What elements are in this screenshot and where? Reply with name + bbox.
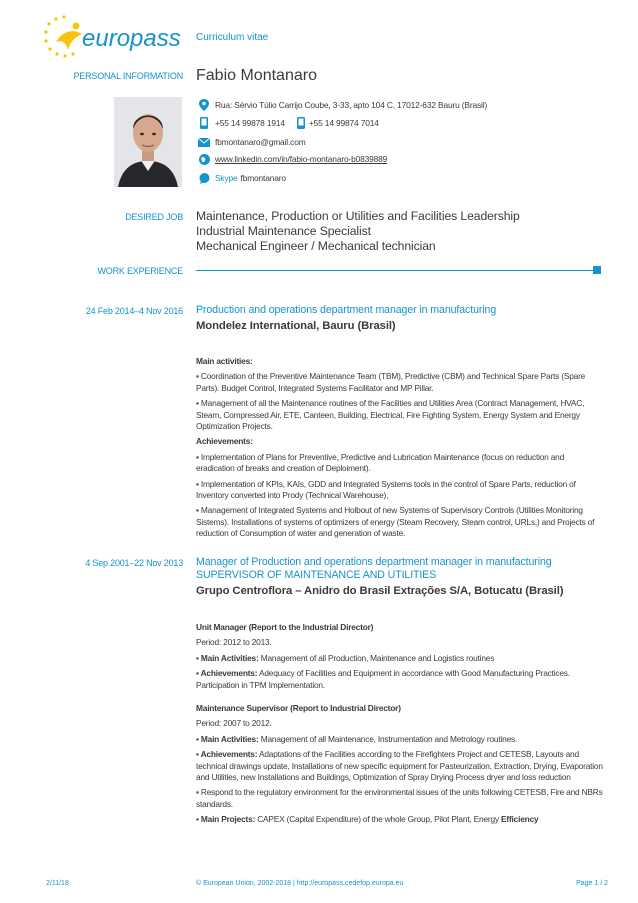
achievements-heading: Achievements:: [196, 436, 253, 447]
section-divider: [196, 270, 597, 271]
skype-label: Skype: [215, 173, 238, 183]
paragraph: ▪ Respond to the regulatory environment for the environmental issues of the units following CETESB, Fire and NBRs standards.: [196, 787, 603, 809]
job-description: [196, 356, 604, 544]
globe-icon: [198, 153, 210, 165]
inline-label: ▪ Achievements:: [196, 668, 258, 679]
employer-name: Grupo Centroflora – Anidro do Brasil Extrações S/A, Botucatu (Brasil): [196, 585, 564, 597]
chat-bubble-icon: [198, 172, 210, 184]
section-divider-marker: [593, 266, 601, 274]
cv-label: Curriculum vitae: [196, 32, 269, 43]
location-pin-icon: [198, 99, 210, 111]
envelope-icon: [198, 136, 210, 148]
job-title: [196, 556, 552, 581]
desired-job-line: Mechanical Engineer / Mechanical technician: [196, 239, 436, 253]
website-row: [198, 152, 387, 166]
paragraph: ▪ Management of Integrated Systems and Holbout of new Systems of Supervisory Controls (Utilities Monitoring Sistems). Installations of systems of optimizers of energy (Steam Recovery, Steam control, URLs,) and Projects of reduction of Consumption of water and generation of waste.: [196, 505, 595, 539]
phone-2[interactable]: +55 14 99874 7014: [308, 118, 379, 128]
website-link[interactable]: www.linkedin.com/in/fabio-montanaro-b0839889: [215, 154, 388, 164]
role-heading: Unit Manager (Report to the Industrial Director): [196, 622, 374, 632]
paragraph: ▪ Implementation of KPIs, KAIs, GDD and Integrated Systems tools in the control of Spare Parts, reduction of Inventory converted into Prody (Technical Warehouse),: [196, 478, 576, 501]
inline-text: Management of all Maintenance, Instrumentation and Metrology routines.: [258, 733, 518, 744]
job-dates: 24 Feb 2014–4 Nov 2016: [85, 306, 183, 316]
role-period: Period: 2007 to 2012.: [196, 718, 272, 729]
address-row: [198, 98, 487, 112]
mobile-icon: [295, 117, 307, 129]
paragraph: [196, 814, 604, 825]
section-label-work-experience: WORK EXPERIENCE: [97, 266, 183, 276]
inline-bold-text: Efficiency: [501, 814, 539, 825]
job-title-line: Manager of Production and operations department manager in manufacturing: [196, 556, 552, 568]
paragraph: ▪ Management of all the Maintenance routines of the Facilities and Utilities Area (Contract Management, HVAC, Steam, Compressed Air, ETE, Canteen, Building, Electrical, Fire Fighting System, Energy System and Energy Optimization Projects.: [196, 398, 585, 432]
email-row: [198, 135, 306, 149]
page-number: Page 1 / 2: [576, 880, 608, 887]
footer-copyright[interactable]: © European Union, 2002-2018 | http://europass.cedefop.europa.eu: [196, 880, 404, 887]
paragraph: [196, 734, 604, 745]
job-title-line: SUPERVISOR OF MAINTENANCE AND UTILITIES: [196, 568, 437, 581]
job-description: [196, 622, 604, 830]
role-heading: Maintenance Supervisor (Report to Industrial Director): [196, 703, 401, 714]
inline-text: Adaptations of the Facilities according to the Firefighters Project and CETESB, Layouts and technical drawings update, Installations of new specific equipment for Pasteurization, Extraction, Drying, Evaporation and Utilities, new Installations and Buildings, Optimization of Spray Drying Process dryer and loss reduction: [196, 749, 603, 783]
inline-label: ▪ Main Projects:: [196, 814, 256, 825]
skype-handle[interactable]: fbmontanaro: [240, 173, 286, 183]
address-text: Rua: Sérvio Túlio Carrijo Coube, 3-33, apto 104 C, 17012-632 Bauru (Brasil): [215, 100, 488, 110]
email-text[interactable]: fbmontanaro@gmail.com: [215, 137, 306, 147]
phone-icon: [198, 117, 210, 129]
paragraph: [196, 668, 604, 691]
inline-label: ▪ Main Activities:: [196, 652, 259, 663]
phone-row: [198, 116, 379, 130]
inline-text: Management of all Production, Maintenance and Logistics routines: [258, 652, 495, 663]
paragraph: [196, 653, 604, 664]
section-label-personal: PERSONAL INFORMATION: [73, 71, 183, 81]
desired-job-list: [196, 209, 520, 254]
profile-photo: [114, 97, 182, 187]
desired-job-line: Industrial Maintenance Specialist: [196, 224, 371, 238]
phone-1[interactable]: +55 14 99878 1914: [215, 118, 285, 128]
desired-job-line: Maintenance, Production or Utilities and Facilities Leadership: [196, 209, 520, 223]
role-period: Period: 2012 to 2013.: [196, 637, 272, 648]
skype-row: [198, 171, 286, 185]
inline-label: ▪ Achievements:: [196, 749, 258, 760]
person-name: Fabio Montanaro: [196, 67, 317, 84]
paragraph: ▪ Coordination of the Preventive Maintenance Team (TBM), Predictive (CBM) and Technical Spare Parts (Spare Parts). Budget Control, Integrated Systems Facilitator and MP Pillar.: [196, 371, 586, 393]
footer-date: 2/11/18: [46, 880, 69, 887]
section-label-desired-job: DESIRED JOB: [125, 212, 183, 222]
inline-text: CAPEX (Capital Expenditure) of the whole Group, Pilot Plant, Energy: [255, 814, 502, 825]
europass-logo: [42, 12, 187, 60]
inline-text: Adequacy of Facilities and Equipment in accordance with Good Manufacturing Practices. Participation in TPM Implementation.: [196, 668, 570, 690]
paragraph: ▪ Implementation of Plans for Preventive, Predictive and Lubrication Maintenance (focus on reduction and eradication of breaks and creation of Deploiment).: [196, 451, 565, 474]
inline-label: ▪ Main Activities:: [196, 733, 259, 744]
employer-name: Mondelez International, Bauru (Brasil): [196, 320, 396, 332]
main-activities-heading: Main activities:: [196, 356, 253, 366]
svg-text:europass: europass: [82, 25, 181, 52]
paragraph: [196, 749, 604, 783]
job-dates: 4 Sep 2001–22 Nov 2013: [85, 558, 183, 568]
job-title: Production and operations department manager in manufacturing: [196, 304, 497, 316]
